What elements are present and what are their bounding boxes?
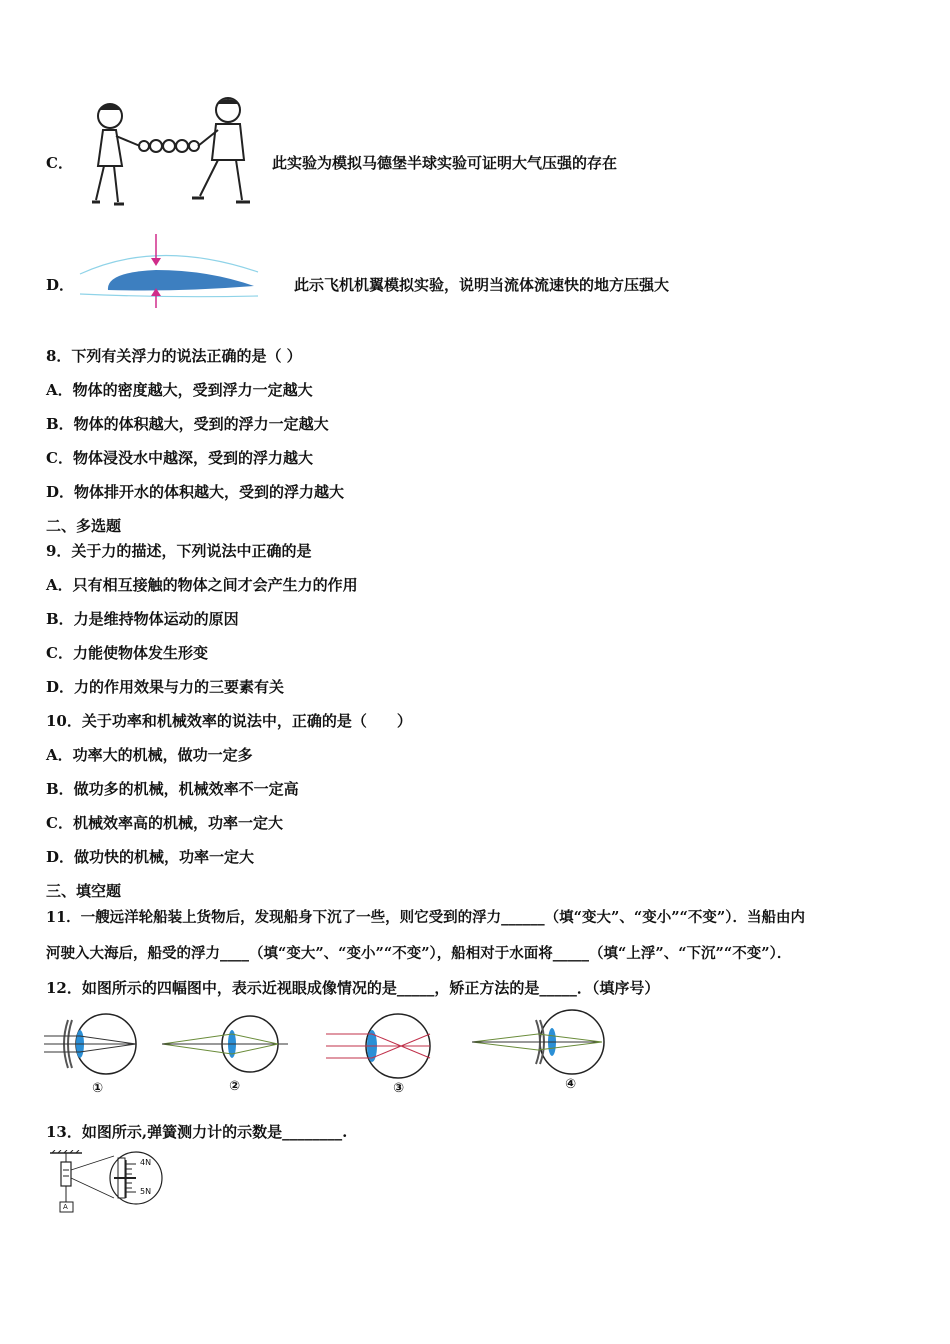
scale-label-5n: 5N xyxy=(140,1187,152,1196)
weight-label: A xyxy=(63,1203,68,1211)
option-d-label: D． xyxy=(46,276,75,294)
section-multiple-choice-heading: 二、多选题 xyxy=(46,517,122,535)
eye-diagram-4 xyxy=(472,1008,608,1078)
eye-diagram-3 xyxy=(326,1012,436,1082)
q8-stem: 8．下列有关浮力的说法正确的是（ ） xyxy=(46,347,302,365)
q10-stem: 10．关于功率和机械效率的说法中，正确的是（ ） xyxy=(46,712,412,730)
q10-option-a[interactable]: A．功率大的机械，做功一定多 xyxy=(46,746,253,764)
scale-label-4n: 4N xyxy=(140,1158,152,1167)
eye-label-3: ③ xyxy=(393,1081,405,1096)
q8-option-b[interactable]: B．物体的体积越大，受到的浮力一定越大 xyxy=(46,415,329,433)
eye-label-1: ① xyxy=(92,1081,104,1096)
eye-label-4: ④ xyxy=(565,1077,577,1092)
eye-diagram-2 xyxy=(162,1012,290,1078)
q10-option-d[interactable]: D．做功快的机械，功率一定大 xyxy=(46,848,255,866)
q11-line1: 11．一艘远洋轮船装上货物后，发现船身下沉了一些，则它受到的浮力______（填“变大”、“变小”“不变”）．当船由内 xyxy=(46,909,805,926)
magdeburg-tug-figure xyxy=(78,96,258,216)
eye-label-2: ② xyxy=(229,1079,241,1094)
q8-option-a[interactable]: A．物体的密度越大，受到浮力一定越大 xyxy=(46,381,313,399)
eye-diagram-1 xyxy=(44,1012,140,1078)
option-d-text: 此示飞机机翼模拟实验，说明当流体流速快的地方压强大 xyxy=(294,276,670,294)
q9-option-d[interactable]: D．力的作用效果与力的三要素有关 xyxy=(46,678,285,696)
q8-option-c[interactable]: C．物体浸没水中越深，受到的浮力越大 xyxy=(46,449,313,467)
q11-line2: 河驶入大海后，船受的浮力____（填“变大”、“变小”“不变”），船相对于水面将_____（填“上浮”、“下沉”“不变”）． xyxy=(46,945,792,962)
q9-stem: 9．关于力的描述，下列说法中正确的是 xyxy=(46,542,312,560)
airfoil-figure xyxy=(78,234,264,310)
section-fill-blank-heading: 三、填空题 xyxy=(46,882,122,900)
option-c-text: 此实验为模拟马德堡半球实验可证明大气压强的存在 xyxy=(272,154,618,172)
spring-scale-figure xyxy=(44,1150,170,1214)
q9-option-a[interactable]: A．只有相互接触的物体之间才会产生力的作用 xyxy=(46,576,358,594)
q13-stem: 13．如图所示,弹簧测力计的示数是________. xyxy=(46,1123,348,1141)
option-c-label: C． xyxy=(46,154,73,172)
q9-option-c[interactable]: C．力能使物体发生形变 xyxy=(46,644,208,662)
q8-option-d[interactable]: D．物体排开水的体积越大，受到的浮力越大 xyxy=(46,483,345,501)
q10-option-c[interactable]: C．机械效率高的机械，功率一定大 xyxy=(46,814,283,832)
q10-option-b[interactable]: B．做功多的机械，机械效率不一定高 xyxy=(46,780,299,798)
q12-stem: 12．如图所示的四幅图中，表示近视眼成像情况的是_____，矫正方法的是_____．（填序号） xyxy=(46,979,660,997)
q9-option-b[interactable]: B．力是维持物体运动的原因 xyxy=(46,610,239,628)
